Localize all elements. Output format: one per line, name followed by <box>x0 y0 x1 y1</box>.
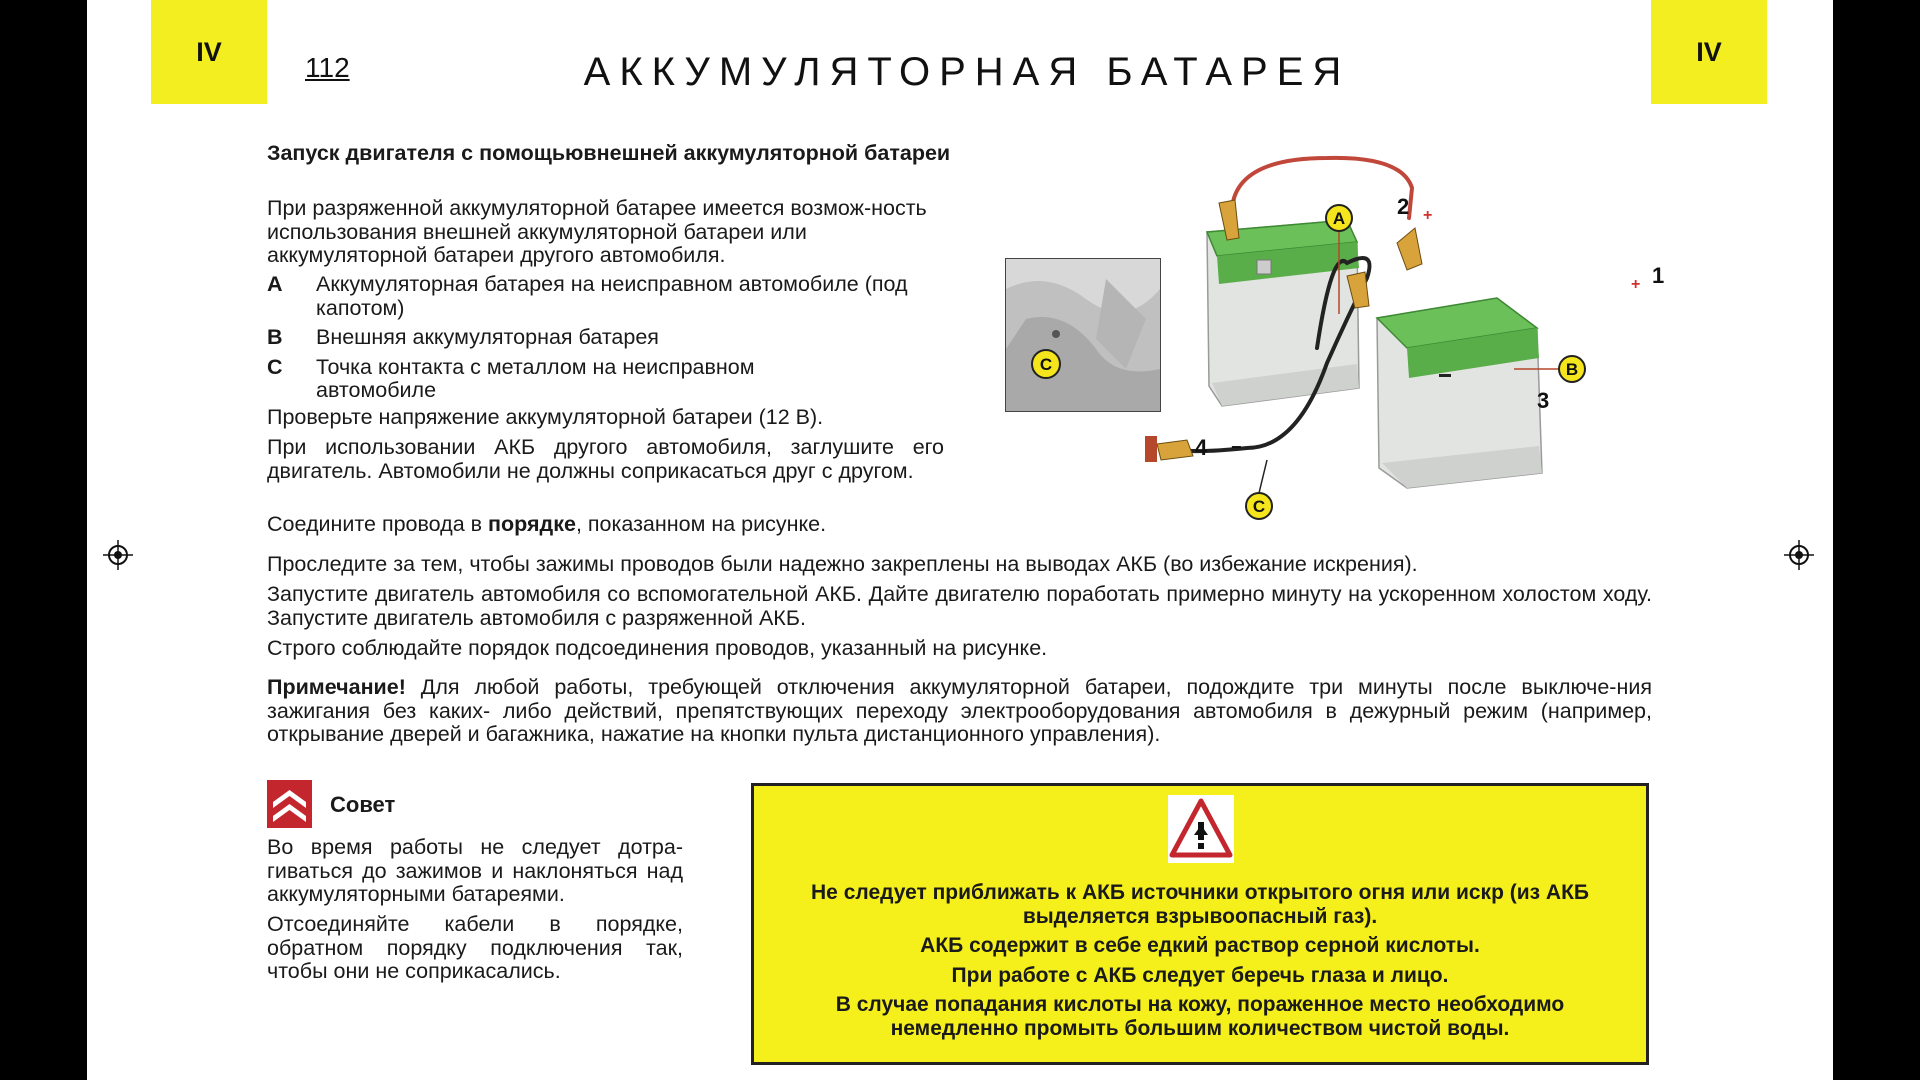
chapter-label: IV <box>1696 36 1722 67</box>
manual-page <box>87 0 1833 1080</box>
label-4: 4 <box>1195 435 1208 460</box>
legend-text: Внешняя аккумуляторная батарея <box>316 325 659 349</box>
chapter-tab-right <box>1651 0 1767 104</box>
list-item <box>267 273 967 320</box>
connect-text-end: , показанном на рисунке. <box>575 512 827 536</box>
label-c: C <box>1252 497 1266 516</box>
intro-text: При разряженной аккумуляторной батарее имеется возмож-ность использования внешней аккумуляторной батареи или аккумуляторной батареи другого автомобиля. <box>267 196 927 267</box>
jump-start-diagram <box>1087 148 1747 528</box>
plus-sign-2: + <box>1423 207 1433 224</box>
battery-a <box>1207 220 1359 406</box>
ground-point <box>1145 436 1157 462</box>
chapter-label: IV <box>196 36 222 67</box>
legend-text: Аккумуляторная батарея на неисправном автомобиле (под капотом) <box>316 272 908 320</box>
chapter-tab-left <box>151 0 267 104</box>
connect-text-bold: порядке <box>488 512 576 536</box>
warning-line: АКБ содержит в себе едкий раствор серной кислоты. <box>920 934 1480 957</box>
page-title: АККУМУЛЯТОРНАЯ БАТАРЕЯ <box>583 50 1351 94</box>
warning-line: Не следует приближать к АКБ источники открытого огня или искр (из АКБ выделяется взрывоопасный газ). <box>811 881 1589 928</box>
label-3: 3 <box>1537 388 1550 413</box>
label-a: A <box>1332 209 1346 228</box>
legend-list <box>267 273 967 409</box>
note-text <box>267 676 1652 747</box>
legend-key: C <box>267 354 283 379</box>
legend-key: A <box>267 272 283 296</box>
connect-text <box>267 513 944 537</box>
advice-text-1: Во время работы не следует дотра-гиваться до зажимов и наклоняться над аккумуляторными батареями. <box>267 835 683 906</box>
start-engine-text: Запустите двигатель автомобиля со вспомогательной АКБ. Дайте двигателю поработать примерно минуту на ускоренном холостом ходу. Запустите двигатель автомобиля с разряженной АКБ. <box>267 582 1652 630</box>
advice-text-2: Отсоединяйте кабели в порядке, обратном порядку подключения так, чтобы они не соприкасались. <box>267 912 683 983</box>
legend-key: B <box>267 325 283 349</box>
section-heading: Запуск двигателя с помощьювнешней аккумуляторной батареи <box>267 141 951 165</box>
battery-b <box>1377 298 1542 488</box>
minus-sign-4: − <box>1231 437 1242 457</box>
legend-text: Точка контакта с металлом на неисправном автомобиле <box>316 354 755 402</box>
check-voltage-text: Проверьте напряжение аккумуляторной батареи (12 В). <box>267 405 824 429</box>
warning-line: В случае попадания кислоты на кожу, пораженное место необходимо немедленно промыть большим количеством чистой воды. <box>835 993 1565 1040</box>
note-label: Примечание! <box>267 675 406 699</box>
list-item <box>267 356 967 403</box>
label-b: B <box>1565 360 1579 379</box>
page-number: 112 <box>305 52 350 83</box>
other-car-text: При использовании АКБ другого автомобиля, заглушите его двигатель. Автомобили не должны соприкасаться друг с другом. <box>267 435 944 483</box>
note-body: Для любой работы, требующей отключения аккумуляторной батареи, подождите три минуты после выключе-ния зажигания без каких- либо действий, препятствующих переходу электрооборудования автомобиля в дежурный режим (например, открывание дверей и багажника, нажатие на кнопки пульта дистанционного управления). <box>267 675 1652 746</box>
label-1: 1 <box>1652 263 1665 288</box>
photo-contact-label: C <box>1039 355 1053 374</box>
strict-order-text: Строго соблюдайте порядок подсоединения проводов, указанный на рисунке. <box>267 636 1048 660</box>
citroen-logo-icon <box>267 780 312 828</box>
connect-text-start: Соедините провода в <box>267 512 489 536</box>
advice-title: Совет <box>330 792 396 817</box>
registration-mark-icon <box>103 540 133 570</box>
clamp-4 <box>1157 440 1193 460</box>
warning-line: При работе с АКБ следует беречь глаза и лицо. <box>951 963 1449 987</box>
clamp-1 <box>1397 228 1422 270</box>
warning-box <box>751 783 1649 1065</box>
list-item <box>267 326 967 350</box>
warning-triangle-icon <box>1168 795 1234 863</box>
clamps-text: Проследите за тем, чтобы зажимы проводов были надежно закреплены на выводах АКБ (во избежание искрения). <box>267 552 1418 576</box>
registration-mark-icon <box>1784 540 1814 570</box>
positive-cable <box>1232 158 1412 218</box>
label-2: 2 <box>1397 194 1410 219</box>
plus-sign-1: + <box>1631 276 1641 293</box>
warning-text <box>764 881 1636 1046</box>
